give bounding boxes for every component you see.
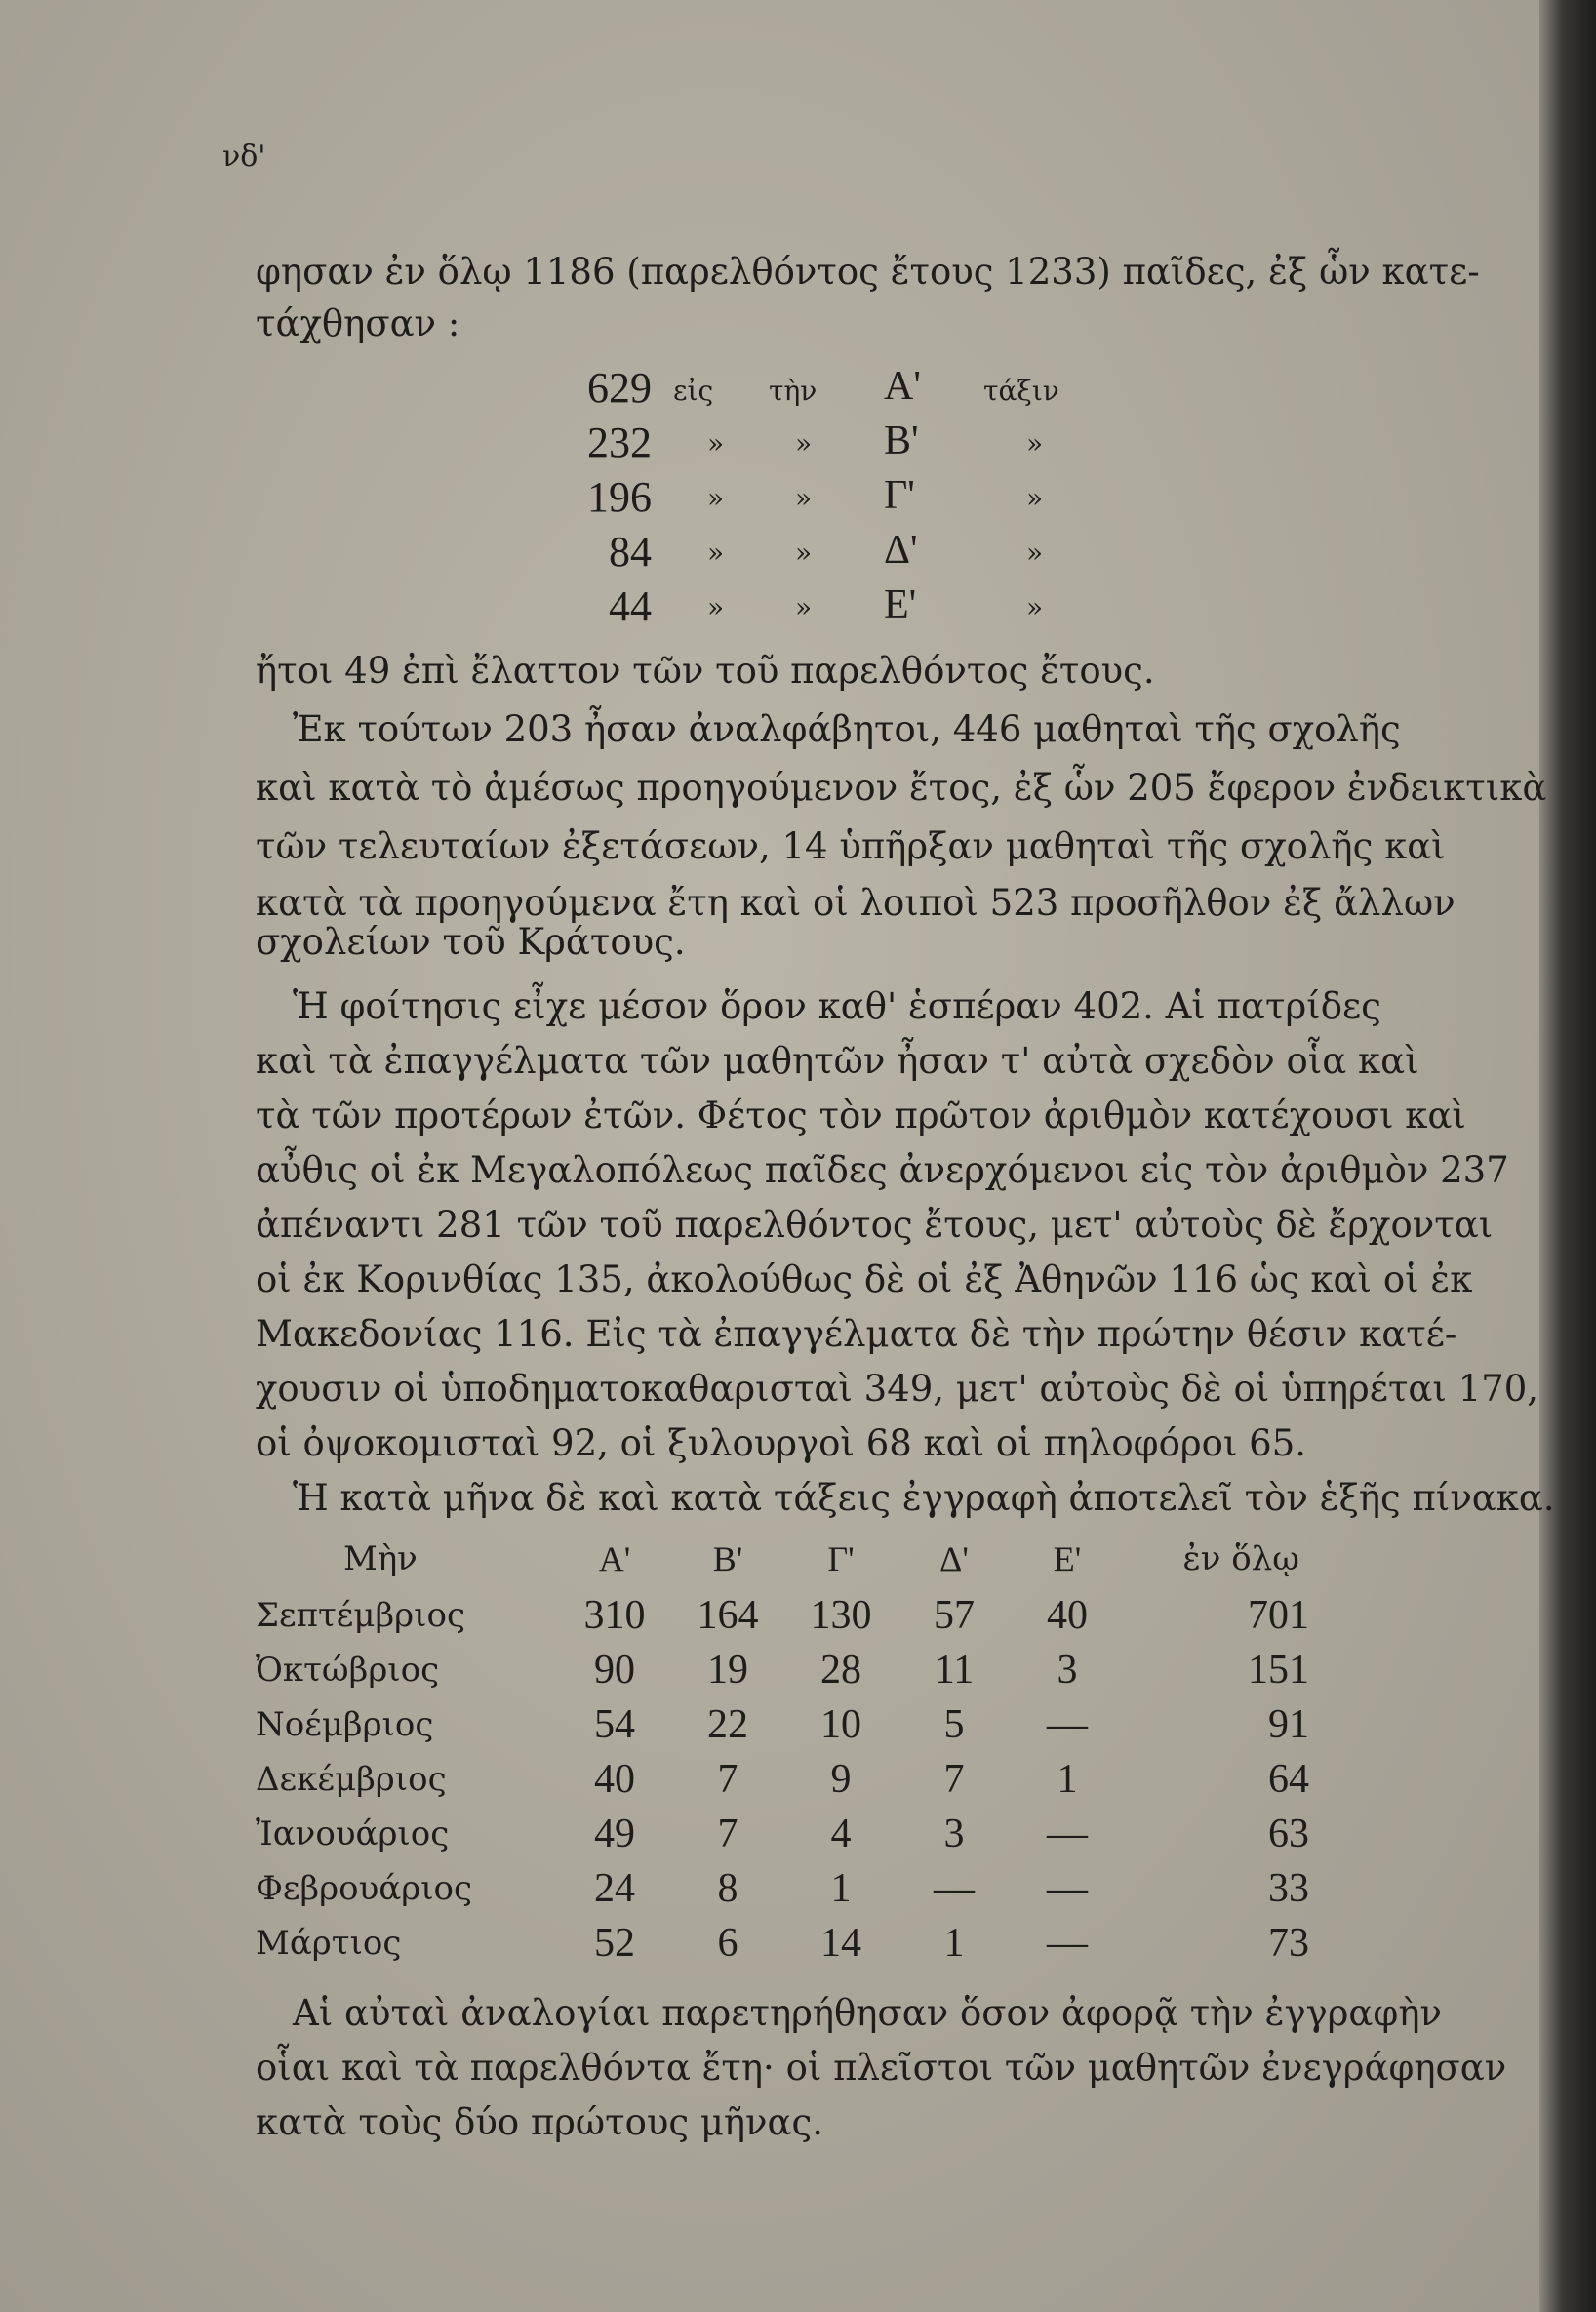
table-row	[256, 1752, 1319, 1807]
text-line: Ἐκ τούτων 203 ἦσαν ἀναλφάβητοι, 446 μαθηταὶ τῆς σχολῆς	[293, 708, 1401, 750]
text-line: καὶ κατὰ τὸ ἀμέσως προηγούμενον ἔτος, ἐξ ὧν 205 ἔφερον ἐνδεικτικὰ	[256, 767, 1547, 809]
total-cell: 63	[1268, 1812, 1309, 1856]
class-count: 44	[609, 582, 652, 630]
total-cell: 91	[1268, 1702, 1309, 1747]
total-cell: 64	[1268, 1757, 1309, 1802]
text-line: καὶ τὰ ἐπαγγέλματα τῶν μαθητῶν ἦσαν τ' αὐτὰ σχεδὸν οἷα καὶ	[256, 1040, 1419, 1082]
value-cell: 52	[594, 1921, 635, 1966]
total-cell: 701	[1248, 1593, 1309, 1638]
text-line: οἱ ἐκ Κορινθίας 135, ἀκολούθως δὲ οἱ ἐξ Ἀθηνῶν 116 ὡς καὶ οἱ ἐκ	[256, 1258, 1473, 1300]
column-header: Ε'	[1053, 1539, 1082, 1578]
value-cell: 49	[594, 1812, 635, 1856]
total-cell: 33	[1268, 1866, 1309, 1911]
value-cell: 7	[717, 1757, 738, 1802]
value-cell: —	[1047, 1866, 1088, 1911]
text-line: Ἡ κατὰ μῆνα δὲ καὶ κατὰ τάξεις ἐγγραφὴ ἀποτελεῖ τὸν ἑξῆς πίνακα.	[293, 1477, 1555, 1519]
class-row	[0, 527, 1171, 581]
class-letter: Α'	[884, 364, 921, 409]
month-cell: Ὀκτώβριος	[256, 1651, 440, 1690]
column-header: Δ'	[939, 1539, 969, 1578]
total-cell: 73	[1268, 1921, 1309, 1966]
value-cell: 9	[830, 1757, 852, 1802]
text-line: χουσιν οἱ ὑποδηματοκαθαρισταὶ 349, μετ' αὐτοὺς δὲ οἱ ὑπηρέται 170,	[256, 1368, 1539, 1410]
value-cell: 11	[934, 1648, 975, 1693]
class-word: τὴν	[769, 375, 818, 407]
table-row	[256, 1697, 1319, 1752]
value-cell: 14	[820, 1921, 861, 1966]
class-letter: Β'	[884, 419, 919, 463]
value-cell: 1	[830, 1866, 852, 1911]
column-header: Γ'	[827, 1539, 855, 1578]
class-count: 84	[609, 528, 652, 576]
table-row	[256, 1643, 1319, 1697]
value-cell: —	[1047, 1812, 1088, 1856]
class-letter: Δ'	[884, 528, 918, 573]
text-line: οἱ ὀψοκομισταὶ 92, οἱ ξυλουργοὶ 68 καὶ οἱ πηλοφόροι 65.	[256, 1422, 1306, 1464]
text-line: κατὰ τοὺς δύο πρώτους μῆνας.	[256, 2101, 823, 2143]
value-cell: 7	[717, 1812, 738, 1856]
ditto-mark: »	[1026, 537, 1044, 569]
value-cell: 164	[697, 1593, 759, 1638]
value-cell: 4	[830, 1812, 852, 1856]
table-header-row	[256, 1530, 1319, 1588]
table-row	[256, 1588, 1319, 1643]
value-cell: 3	[1057, 1648, 1078, 1693]
value-cell: 57	[934, 1593, 975, 1638]
value-cell: 28	[820, 1648, 861, 1693]
value-cell: 6	[717, 1921, 738, 1966]
text-line: τὰ τῶν προτέρων ἐτῶν. Φέτος τὸν πρῶτον ἀριθμὸν κατέχουσι καὶ	[256, 1095, 1466, 1136]
text-line: φησαν ἐν ὅλῳ 1186 (παρελθόντος ἔτους 1233) παῖδες, ἐξ ὧν κατε-	[256, 251, 1480, 293]
value-cell: 54	[594, 1702, 635, 1747]
value-cell: 310	[583, 1593, 646, 1638]
text-line: σχολείων τοῦ Κράτους.	[256, 921, 686, 963]
table-row	[256, 1861, 1319, 1916]
text-line: Μακεδονίας 116. Εἰς τὰ ἐπαγγέλματα δὲ τὴν πρώτην θέσιν κατέ-	[256, 1313, 1457, 1355]
ditto-mark: »	[707, 482, 725, 514]
ditto-mark: »	[795, 427, 813, 459]
value-cell: 8	[717, 1866, 738, 1911]
value-cell: —	[934, 1866, 975, 1911]
value-cell: 1	[943, 1921, 965, 1966]
value-cell: 1	[1057, 1757, 1078, 1802]
column-header: Α'	[598, 1539, 631, 1578]
value-cell: 40	[594, 1757, 635, 1802]
ditto-mark: »	[707, 537, 725, 569]
class-word: τάξιν	[983, 375, 1059, 407]
text-line: οἷαι καὶ τὰ παρελθόντα ἔτη· οἱ πλεῖστοι τῶν μαθητῶν ἐνεγράφησαν	[256, 2047, 1507, 2089]
table-row	[256, 1807, 1319, 1861]
ditto-mark: »	[707, 427, 725, 459]
class-letter: Γ'	[884, 473, 915, 518]
class-row	[0, 472, 1171, 527]
value-cell: 5	[943, 1702, 965, 1747]
value-cell: 90	[594, 1648, 635, 1693]
book-spine-shadow	[1539, 0, 1596, 2312]
value-cell: 3	[943, 1812, 965, 1856]
text-line: Αἱ αὐταὶ ἀναλογίαι παρετηρήθησαν ὅσον ἀφορᾷ τὴν ἐγγραφὴν	[293, 1992, 1442, 2034]
total-cell: 151	[1248, 1648, 1309, 1693]
class-word: εἰς	[673, 375, 714, 407]
column-header: Β'	[712, 1539, 743, 1578]
value-cell: 40	[1047, 1593, 1088, 1638]
value-cell: 130	[810, 1593, 872, 1638]
value-cell: 7	[943, 1757, 965, 1802]
text-line: κατὰ τὰ προηγούμενα ἔτη καὶ οἱ λοιποὶ 523 προσῆλθον ἐξ ἄλλων	[256, 882, 1456, 924]
value-cell: —	[1047, 1921, 1088, 1966]
ditto-mark: »	[1026, 482, 1044, 514]
table-row	[256, 1916, 1319, 1971]
ditto-mark: »	[1026, 591, 1044, 623]
month-cell: Μάρτιος	[256, 1924, 402, 1963]
ditto-mark: »	[707, 591, 725, 623]
text-line: τῶν τελευταίων ἐξετάσεων, 14 ὑπῆρξαν μαθηταὶ τῆς σχολῆς καὶ	[256, 825, 1446, 867]
month-cell: Φεβρουάριος	[256, 1869, 473, 1908]
value-cell: 22	[707, 1702, 748, 1747]
class-letter: Ε'	[884, 582, 917, 627]
ditto-mark: »	[795, 591, 813, 623]
ditto-mark: »	[795, 482, 813, 514]
text-line: ἀπέναντι 281 τῶν τοῦ παρελθόντος ἔτους, μετ' αὐτοὺς δὲ ἔρχονται	[256, 1204, 1494, 1246]
month-cell: Νοέμβριος	[256, 1705, 434, 1744]
text-line: ἤτοι 49 ἐπὶ ἔλαττον τῶν τοῦ παρελθόντος ἔτους.	[256, 650, 1155, 692]
text-line: Ἡ φοίτησις εἶχε μέσον ὅρον καθ' ἑσπέραν 402. Αἱ πατρίδες	[293, 985, 1381, 1027]
month-cell: Δεκέμβριος	[256, 1760, 447, 1799]
class-count: 629	[587, 364, 652, 412]
column-header: ἐν ὅλῳ	[1182, 1539, 1299, 1578]
class-row	[0, 418, 1171, 472]
value-cell: —	[1047, 1702, 1088, 1747]
column-header: Μὴν	[343, 1539, 418, 1578]
class-count: 196	[587, 473, 652, 521]
enrolment-table	[256, 1530, 1319, 1971]
class-count: 232	[587, 419, 652, 466]
month-cell: Ἰανουάριος	[256, 1814, 450, 1854]
ditto-mark: »	[795, 537, 813, 569]
class-row	[0, 581, 1171, 636]
ditto-mark: »	[1026, 427, 1044, 459]
value-cell: 24	[594, 1866, 635, 1911]
text-line: αὖθις οἱ ἐκ Μεγαλοπόλεως παῖδες ἀνερχόμενοι εἰς τὸν ἀριθμὸν 237	[256, 1149, 1509, 1191]
value-cell: 19	[707, 1648, 748, 1693]
text-line: τάχθησαν :	[256, 302, 460, 344]
value-cell: 10	[820, 1702, 861, 1747]
class-row	[0, 363, 1171, 418]
page-folio: νδ'	[222, 140, 266, 174]
month-cell: Σεπτέμβριος	[256, 1596, 466, 1635]
